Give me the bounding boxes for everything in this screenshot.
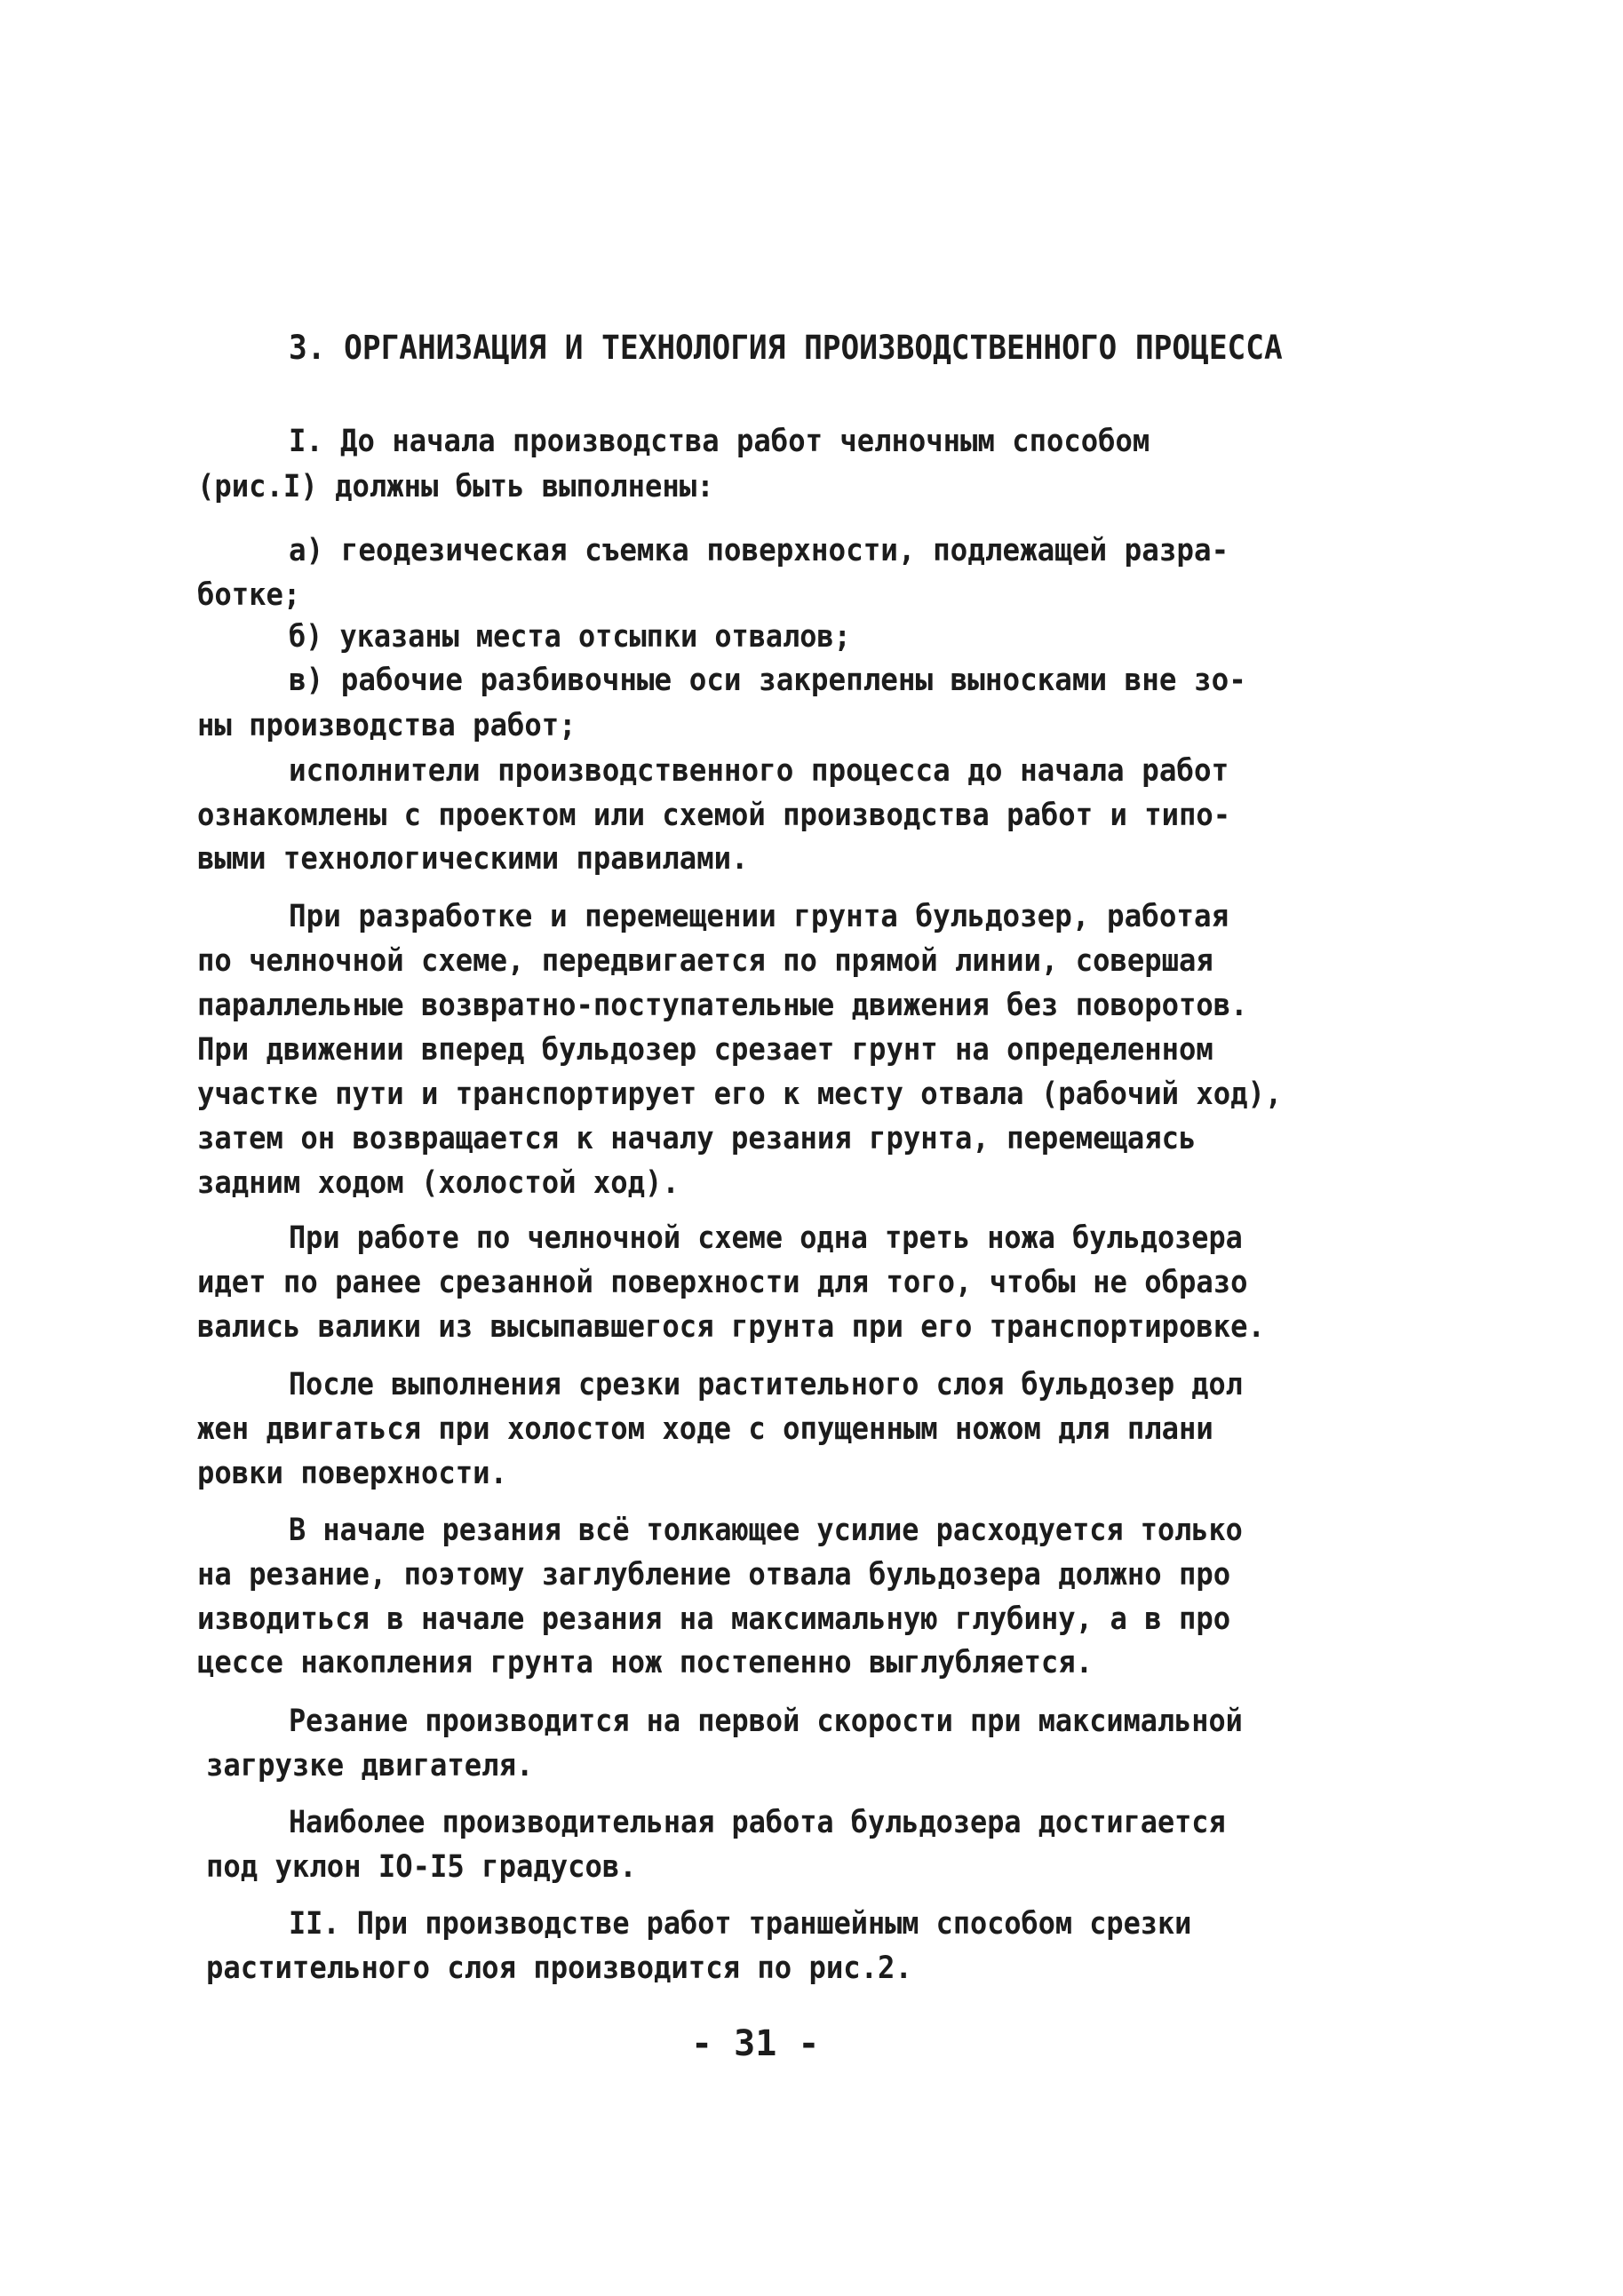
text-line: При разработке и перемещении грунта бульдозер, работая [289,899,1229,934]
text-line: по челночной схеме, передвигается по прямой линии, совершая [197,943,1213,979]
text-line: жен двигаться при холостом ходе с опущенным ножом для плани [197,1411,1213,1447]
text-line: параллельные возвратно-поступательные движения без поворотов. [197,988,1248,1023]
text-line: При работе по челночной схеме одна треть ножа бульдозера [289,1220,1243,1256]
text-line: задним ходом (холостой ход). [197,1165,680,1201]
text-line: идет по ранее срезанной поверхности для того, чтобы не образо [197,1265,1248,1300]
text-line: вались валики из высыпавшегося грунта при его транспортировке. [197,1309,1265,1345]
text-line: под уклон IO-I5 градусов. [206,1849,637,1885]
text-line: (рис.I) должны быть выполнены: [197,469,714,504]
text-line: ботке; [197,577,301,613]
text-line: ознакомлены с проектом или схемой производства работ и типо- [197,798,1231,833]
text-line: При движении вперед бульдозер срезает грунт на определенном [197,1032,1213,1068]
section-heading: 3. ОРГАНИЗАЦИЯ И ТЕХНОЛОГИЯ ПРОИЗВОДСТВЕННОГО ПРОЦЕССА [289,329,1283,367]
text-line: ровки поверхности. [197,1456,507,1491]
text-line: загрузке двигателя. [206,1748,534,1784]
text-line: Наиболее производительная работа бульдозера достигается [289,1805,1226,1840]
text-line: растительного слоя производится по рис.2. [206,1950,912,1986]
text-line: затем он возвращается к началу резания грунта, перемещаясь [197,1121,1197,1156]
text-line: в) рабочие разбивочные оси закреплены выносками вне зо- [289,663,1246,698]
text-line: на резание, поэтому заглубление отвала бульдозера должно про [197,1557,1231,1593]
text-line: В начале резания всё толкающее усилие расходуется только [289,1513,1243,1548]
text-line: цессе накопления грунта нож постепенно выглубляется. [197,1645,1094,1680]
text-line: б) указаны места отсыпки отвалов; [289,619,851,655]
text-line: ны производства работ; [197,708,577,743]
text-line: исполнители производственного процесса до начала работ [289,753,1229,789]
text-line: II. При производстве работ траншейным способом срезки [289,1906,1192,1942]
page-number: - 31 - [691,2023,820,2064]
text-line: изводиться в начале резания на максимальную глубину, а в про [197,1601,1231,1637]
text-line: а) геодезическая съемка поверхности, подлежащей разра- [289,533,1229,568]
text-line: участке пути и транспортирует его к месту отвала (рабочий ход), [197,1076,1283,1112]
text-line: Резание производится на первой скорости при максимальной [289,1704,1243,1739]
text-line: После выполнения срезки растительного слоя бульдозер дол [289,1367,1243,1402]
text-line: выми технологическими правилами. [197,841,749,877]
text-line: I. До начала производства работ челночным способом [289,424,1150,459]
